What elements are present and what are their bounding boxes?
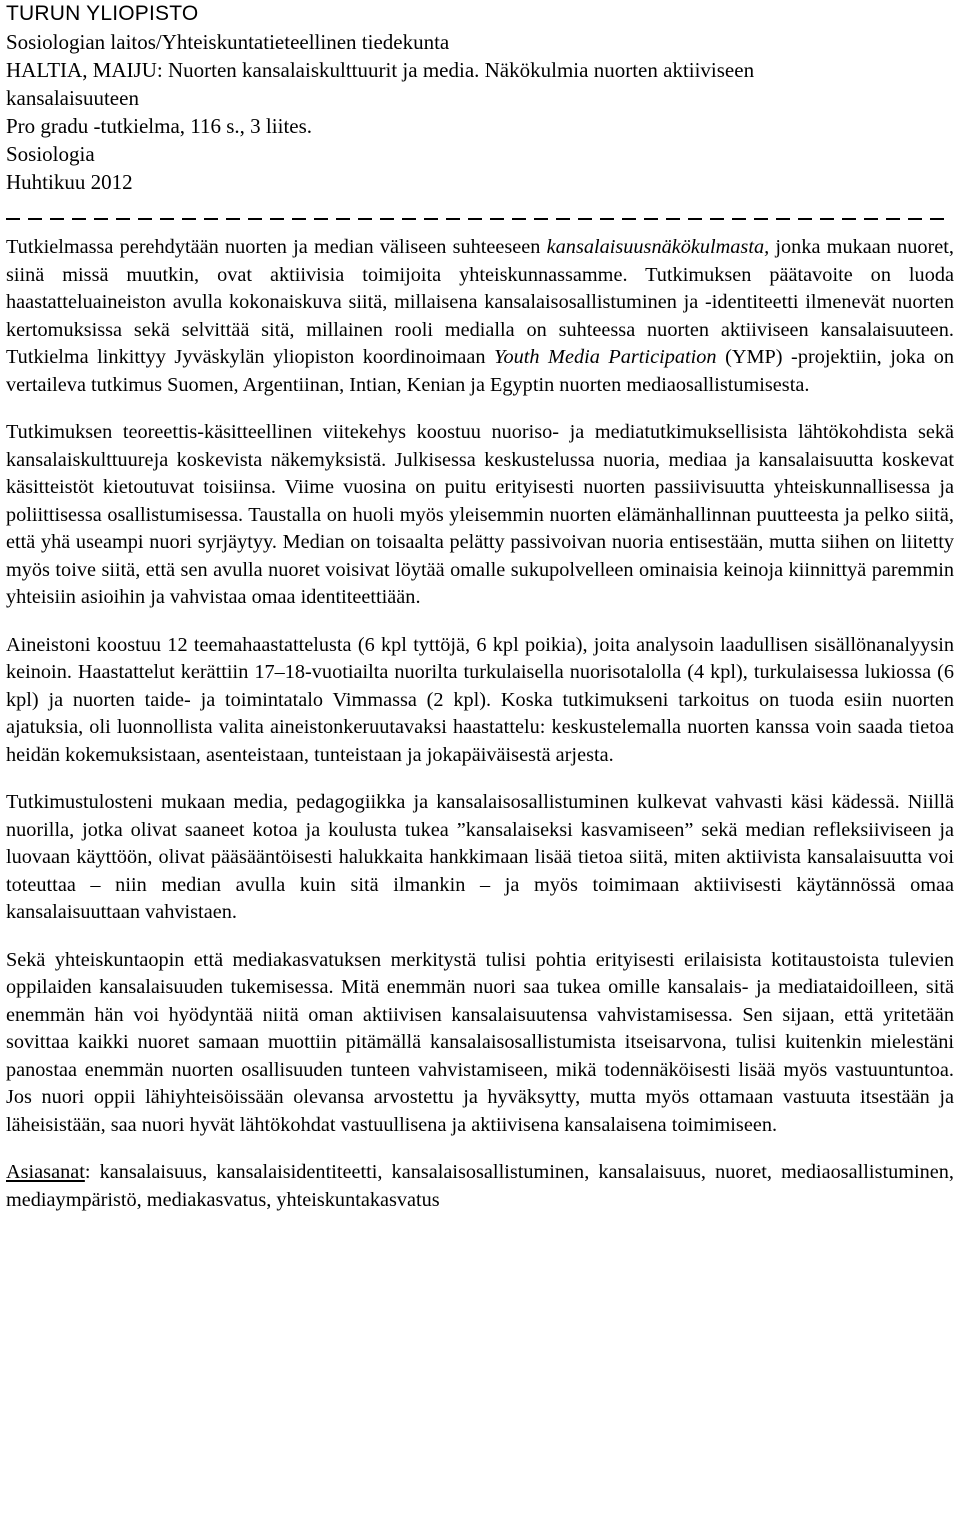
p1-text-c: jonka mukaan nuoret, siinä missä muutkin, ovat aktiivisia toimijoita yhteiskunnassamme. Tutkimuksen päätavoite on luoda haastatteluaineiston avulla kokonaiskuva siitä, millaisena kansalaisosallistuminen ja -identiteetti ilmenevät nuorten kertomuksissa sekä selvittää sitä, millainen rooli medialla on suhteessa nuorten aktiiviseen kansalaisuuteen. Tutkielma linkittyy Jyväskylän yliopiston koordinoimaan <box>6 236 954 368</box>
document-header <box>6 0 954 196</box>
p1-text-e: (YMP) -projektiin, joka on vertaileva tutkimus Suomen, Argentiinan, Intian, Kenian ja Egyptin nuorten mediaosallistumisesta. <box>6 346 954 396</box>
abstract-paragraph-3: Aineistoni koostuu 12 teemahaastattelusta (6 kpl tyttöjä, 6 kpl poikia), joita analysoin laadullisen sisällönanalyysin keinoin. Haastattelut kerättiin 17–18-vuotiailta nuorilta turkulaisella nuorisotalolla (4 kpl), turkulaisessa lukiossa (6 kpl) ja nuorten taide- ja toimintatalo Vimmassa (2 kpl). Koska tutkimukseni tarkoitus on tuoda esiin nuorten ajatuksia, oli luonnollista valita aineistonkeruutavaksi haastattelu: keskustelemalla nuorten kanssa voin saada tietoa heidän kokemuksistaan, asenteistaan, tunteistaan ja jokapäiväisestä arjesta. <box>6 633 954 766</box>
thesis-date: Huhtikuu 2012 <box>6 170 133 194</box>
abstract-paragraph-4: Tutkimustulosteni mukaan media, pedagogiikka ja kansalaisosallistuminen kulkevat vahvasti käsi kädessä. Niillä nuorilla, jotka olivat saaneet kotoa ja koulusta tukea ”kansalaiseksi kasvamiseen” sekä median refleksiiviseen ja luovaan käyttöön, olivat pääsääntöisesti halukkaita hankkimaan lisää tietoa siitä, miten aktiivista kansalaisuutta voi toteuttaa – niin median avulla kuin sitä ilmankin – ja myös toimimaan aktiivisesti käytännössä omaa kansalaisuuttaan vahvistaen. <box>6 791 954 923</box>
abstract-body <box>6 234 954 1139</box>
subject: Sosiologia <box>6 142 95 166</box>
department-name: Sosiologian laitos/Yhteiskuntatieteellinen tiedekunta <box>6 30 450 54</box>
thesis-title-line2: kansalaisuuteen <box>6 86 139 110</box>
abstract-paragraph-2: Tutkimuksen teoreettis-käsitteellinen viitekehys koostuu nuoriso- ja mediatutkimuksellisista lähtökohdista sekä kansalaiskulttuureja koskevista näkemyksistä. Julkisessa keskustelussa nuoria, mediaa ja kansalaisuutta koskevat käsitteistöt kietoutuvat toisiinsa. Viime vuosina on puitu erityisesti nuorten passiivisuutta yhteiskunnallisessa ja poliittisessa osallistumisessa. Taustalla on huoli myös yleisemmin nuorten elämänhallinnan puutteesta ja pelko siitä, että yhä useampi nuori syrjäytyy. Median on toisaalta pelätty passivoivan nuoria entisestään, mutta siihen on liitetty myös toive siitä, että sen avulla nuoret voisivat löytää omalle sukupolvelleen ominaisia keinoja kiinnittyä paremmin yhteisiin asioihin ja vahvistaa omaa identiteettiään. <box>6 421 954 608</box>
dashed-separator <box>6 204 950 226</box>
abstract-paragraph-1 <box>6 234 954 399</box>
thesis-info: Pro gradu -tutkielma, 116 s., 3 liites. <box>6 114 313 138</box>
thesis-title-line1: HALTIA, MAIJU: Nuorten kansalaiskulttuurit ja media. Näkökulmia nuorten aktiiviseen <box>6 58 755 82</box>
p1-italic-term: kansalaisuusnäkökulmasta, <box>546 236 770 258</box>
university-name: TURUN YLIOPISTO <box>6 2 199 25</box>
keywords <box>6 1159 954 1214</box>
keywords-label: Asiasanat <box>6 1161 85 1183</box>
keywords-list: : kansalaisuus, kansalaisidentiteetti, kansalaisosallistuminen, kansalaisuus, nuoret, mediaosallistuminen, mediaympäristö, mediakasvatus, yhteiskuntakasvatus <box>6 1161 954 1211</box>
p1-italic-project: Youth Media Participation <box>494 346 717 368</box>
abstract-paragraph-5: Sekä yhteiskuntaopin että mediakasvatuksen merkitystä tulisi pohtia erityisesti erilaisista kotitaustoista tulevien oppilaiden kansalaisuuden tukemisessa. Mitä enemmän nuori saa tukea omille kansalais- ja mediataidoilleen, sitä enemmän hän voi hyödyntää niitä oman aktiivisen kansalaisuutensa vahvistamisessa. Sen sijaan, että yritetään sovittaa kaikki nuoret samaan muottiin pitämällä kansalaisosallistumista itseisarvona, tulisi kuitenkin mielestäni panostaa enemmän nuorten osallisuuden tunteen vahvistamiseen, mikä todennäköisesti lisää myös vastuuntuntoa. Jos nuori oppii lähiyhteisöissään olevansa arvostettu ja hyväksytty, mutta myös ottamaan vastuuta itsestään ja läheisistään, saa nuori hyvät lähtökohdat vastuullisena ja aktiivisena kansalaisena toimimiseen. <box>6 948 954 1136</box>
p1-text-a: Tutkielmassa perehdytään nuorten ja median väliseen suhteeseen <box>6 236 547 258</box>
